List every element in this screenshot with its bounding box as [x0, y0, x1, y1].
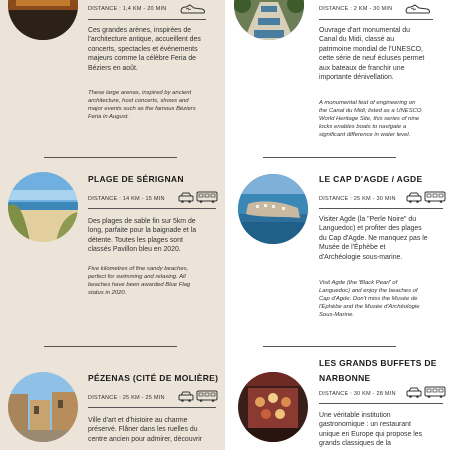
pezenas-title: PÉZENAS (CITÉ DE MOLIÈRE): [88, 373, 219, 383]
bus-icon: [196, 191, 218, 203]
distance-underline: [319, 208, 443, 209]
distance-underline: [319, 19, 433, 20]
grands-buffets-title: LES GRANDS BUFFETS DE NARBONNE: [319, 358, 437, 383]
locks-description-en: A monumental feat of engineering on the Canal du Midi, listed as a UNESCO World Heritage Site, this series of nine locks enables boats to navigate a significant difference in water level.: [319, 100, 422, 138]
distance-underline: [88, 208, 216, 209]
distance-locks: DISTANCE : 2 KM - 30 MIN: [319, 6, 393, 12]
car-icon: [178, 191, 194, 203]
serignan-description-fr: Des plages de sable fin sur 5km de long, parfaite pour la baignade et la détente. Toutes les plages sont classés Pavillon bleu en 2020.: [88, 218, 197, 254]
section-divider: [263, 157, 396, 158]
section-divider: [44, 346, 177, 347]
distance-buffets: DISTANCE : 30 KM - 28 MIN: [319, 391, 396, 397]
bus-icon: [424, 191, 446, 203]
walking-shoe-icon: [180, 2, 206, 14]
distance-agde: DISTANCE : 25 KM - 30 MIN: [319, 196, 396, 202]
distance-underline: [88, 19, 206, 20]
serignan-description-en: Five kilometres of fine sandy beaches, perfect for swimming and relaxing. All beaches have been awarded Blue Flag status in 2020.: [88, 266, 191, 296]
arenas-description-en: These large arenas, inspired by ancient architecture, host concerts, shows and major events such as the famous Béziers Feria in August.: [88, 90, 196, 120]
bus-icon: [196, 390, 218, 402]
buffets-description-fr: Une véritable institution gastronomique : un restaurant unique en Europe qui propose les grands classiques de la: [319, 412, 423, 448]
pezenas-description-fr: Ville d'art et d'histoire au charme préservé. Flâner dans les ruelles du centre ancien pour admirer, découvrir: [88, 417, 203, 443]
section-divider: [44, 157, 177, 158]
arenas-description-fr: Ces grandes arènes, inspirées de l'architecture antique, accueillent des concerts, spectacles et événements majeurs comme la célèbre Feria de Béziers en août.: [88, 27, 201, 72]
locks-description-fr: Ouvrage d'art monumental du Canal du Midi, classé au patrimoine mondial de l'UNESCO, cette série de neuf écluses permet aux bateaux de franchir une importante dénivellation.: [319, 27, 425, 82]
distance-underline: [319, 403, 443, 404]
serignan-title: PLAGE DE SÉRIGNAN: [88, 174, 184, 184]
distance-pezenas: DISTANCE : 25 KM - 25 MIN: [88, 395, 165, 401]
pezenas-photo: [8, 372, 78, 442]
cap-agde-title: LE CAP D'AGDE / AGDE: [319, 174, 423, 184]
distance-underline: [88, 407, 216, 408]
agde-description-en: Visit Agde (the 'Black Pearl' of Languedoc) and enjoy the beaches of Cap d'Agde. Don't miss the Musée de l'Éphèbe and the Musée d'Archéologie Sous-Marine.: [319, 280, 420, 318]
car-icon: [406, 191, 422, 203]
car-icon: [406, 386, 422, 398]
distance-arenas: DISTANCE : 1,4 KM - 20 MIN: [88, 6, 167, 12]
grands-buffets-photo: [238, 372, 308, 442]
distance-serignan: DISTANCE : 14 KM - 15 MIN: [88, 196, 165, 202]
serignan-beach-photo: [8, 172, 78, 242]
agde-description-fr: Visiter Agde (la "Perle Noire" du Languedoc) et profiter des plages du Cap d'Agde. Ne manquez pas le Musée de l'Éphèbe et d'Archéologie sous-marine.: [319, 216, 428, 261]
bus-icon: [424, 386, 446, 398]
section-divider: [263, 346, 396, 347]
walking-shoe-icon: [405, 2, 431, 14]
car-icon: [178, 390, 194, 402]
cap-agde-photo: [238, 174, 308, 244]
